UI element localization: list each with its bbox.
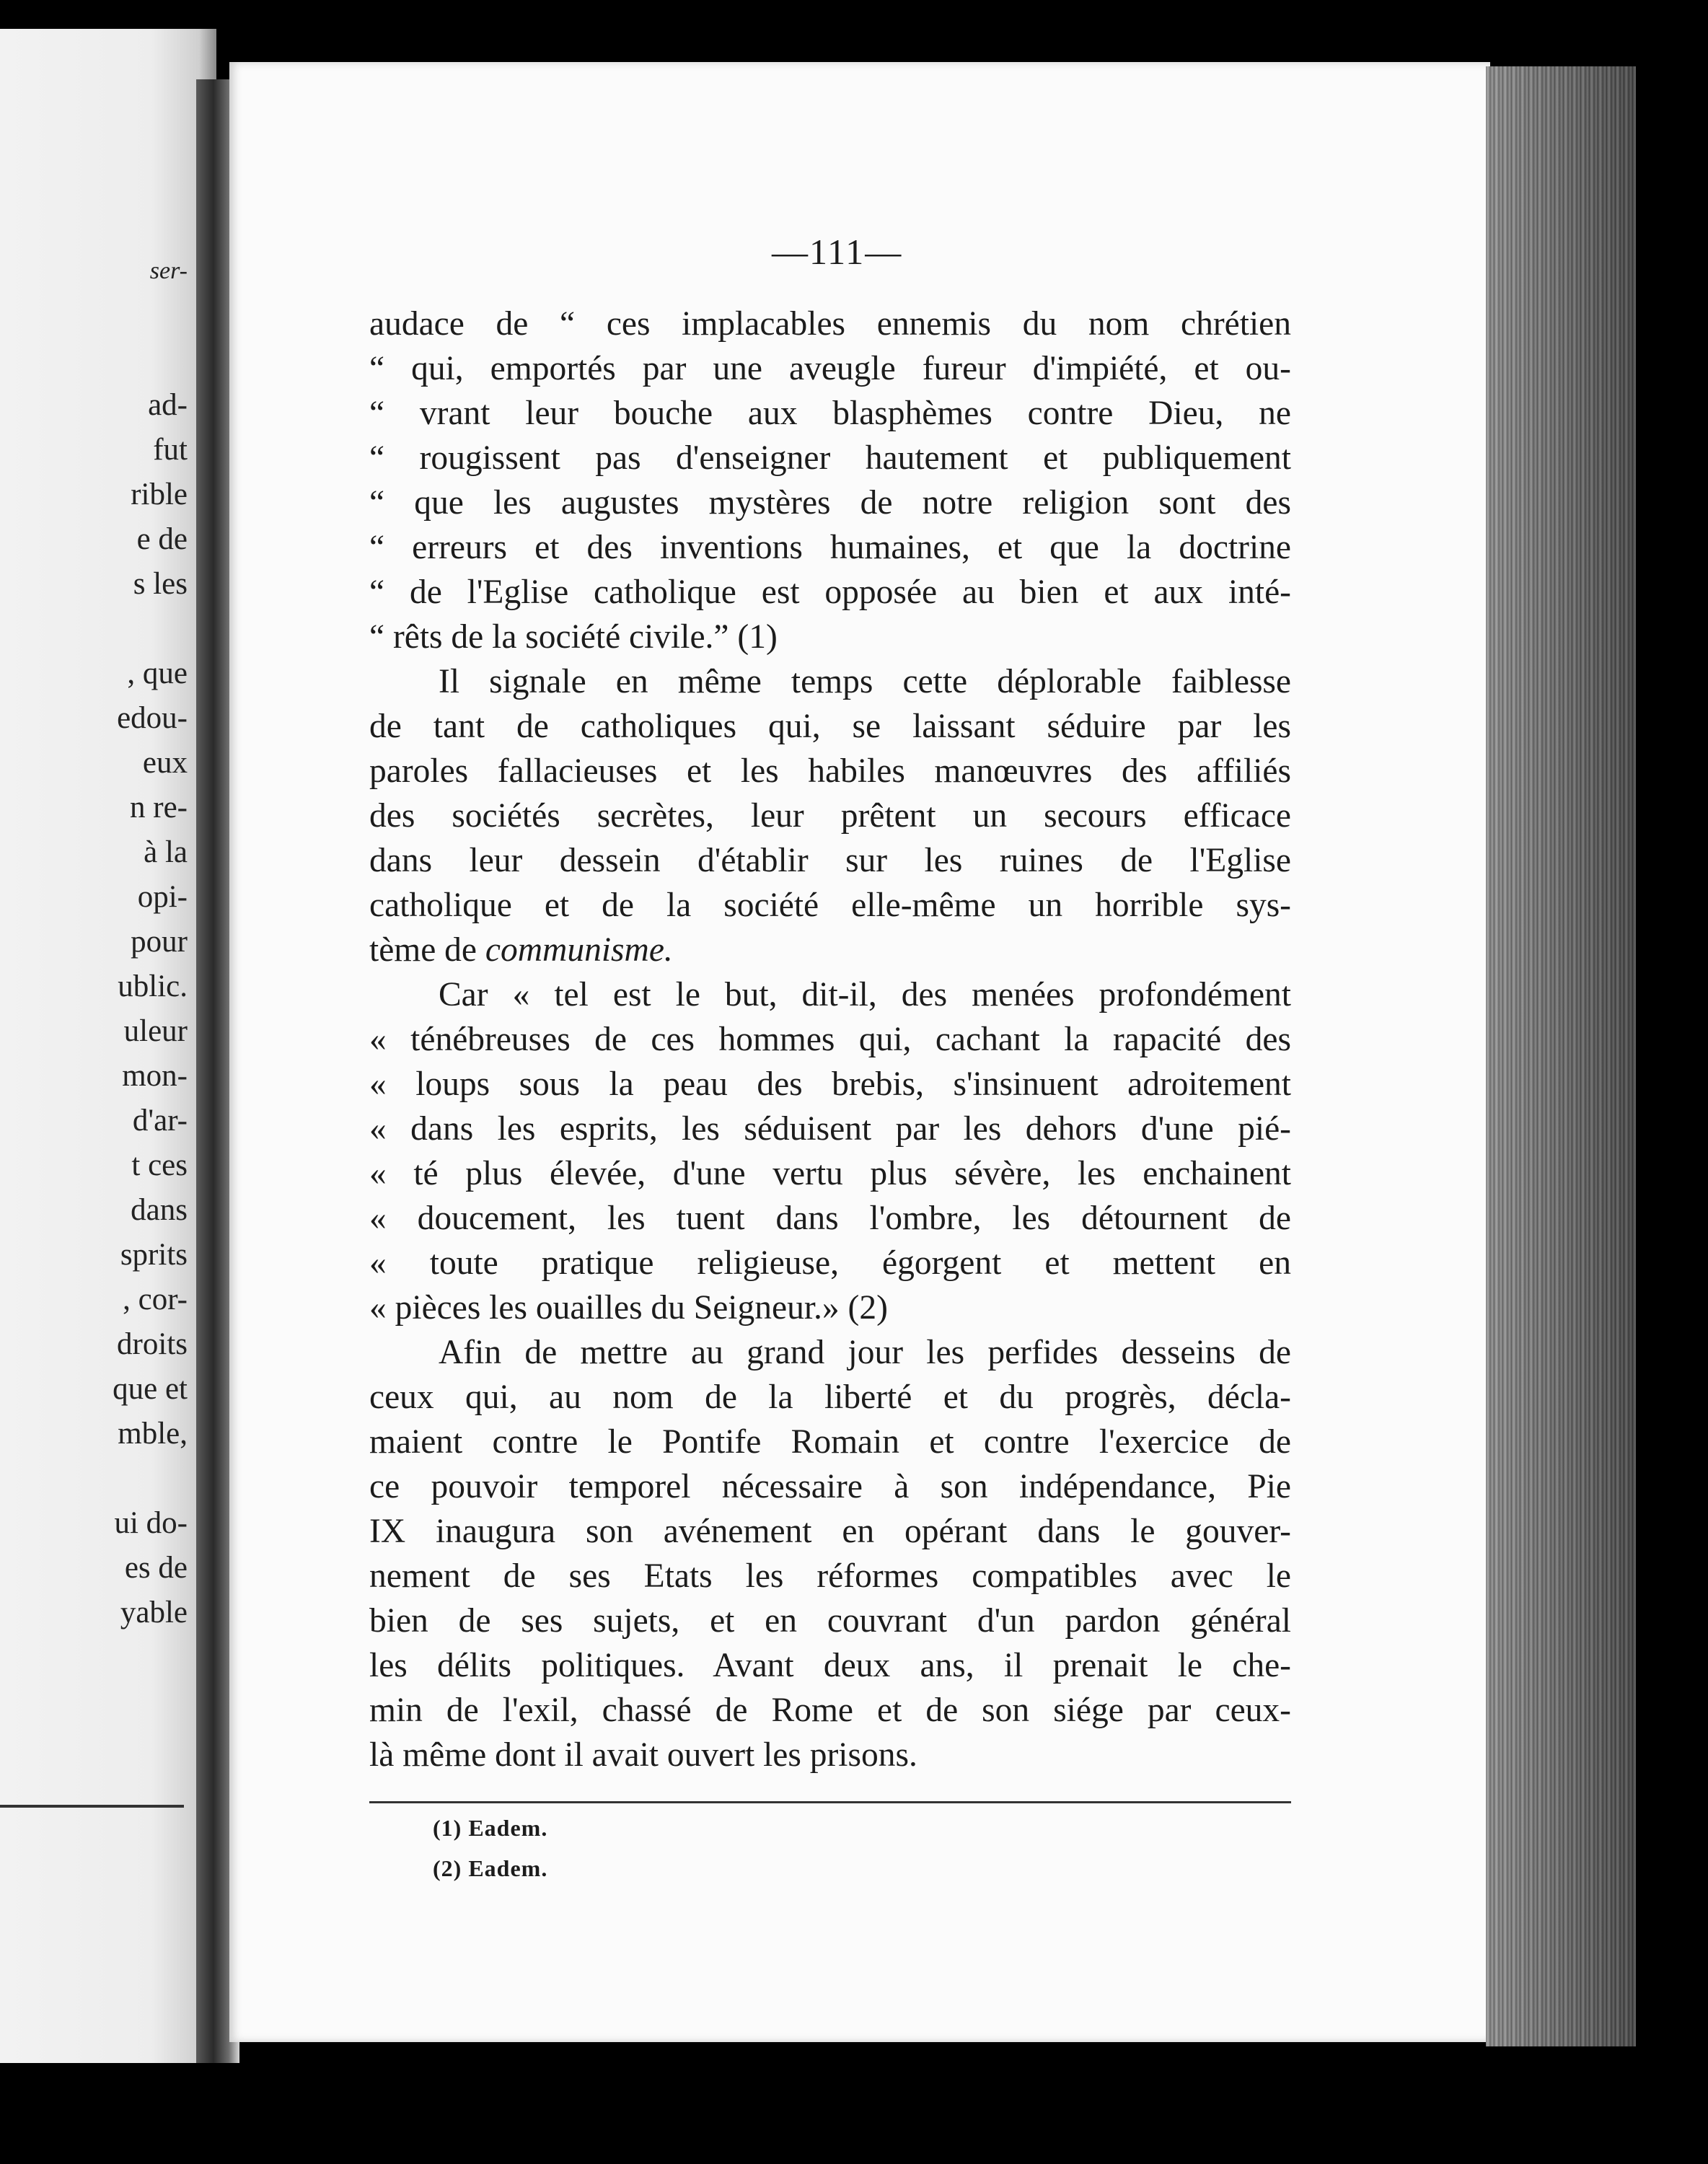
text-line: bien de ses sujets, et en couvrant d'un pardon général [369, 1602, 1291, 1640]
left-fragment [0, 1456, 188, 1501]
text-line: « loups sous la peau des brebis, s'insinuent adroitement [369, 1065, 1291, 1103]
page-block-shade [1486, 66, 1636, 2046]
left-fragment: ad- [148, 388, 188, 422]
left-fragment: t ces [131, 1148, 188, 1182]
left-fragment: eux [142, 746, 188, 780]
text-line: des sociétés secrètes, leur prêtent un secours efficace [369, 797, 1291, 835]
footnotes [433, 1808, 547, 1888]
paragraph-start-line: Il signale en même temps cette déplorable faiblesse [439, 663, 1291, 700]
text-line: paroles fallacieuses et les habiles manœuvres des affiliés [369, 752, 1291, 790]
left-fragment: dans [131, 1193, 188, 1227]
left-fragment: ui do- [114, 1506, 188, 1540]
left-fragment: droits [117, 1327, 188, 1361]
left-page-text-fragments [0, 249, 188, 1635]
left-fragment: rible [131, 478, 188, 511]
text-line: catholique et de la société elle-même un horrible sys- [369, 887, 1291, 924]
text-line: « toute pratique religieuse, égorgent et mettent en [369, 1244, 1291, 1282]
left-fragment: n re- [130, 791, 188, 824]
left-fragment: es de [124, 1551, 188, 1585]
text-line: “ rêts de la société civile.” (1) [369, 618, 778, 656]
text-line: audace de “ ces implacables ennemis du nom chrétien [369, 305, 1291, 343]
footnote-1: (1) Eadem. [433, 1815, 548, 1841]
text-line: dans leur dessein d'établir sur les ruines de l'Eglise [369, 842, 1291, 879]
page-number: —111— [772, 232, 903, 272]
text-line: de tant de catholiques qui, se laissant séduire par les [369, 708, 1291, 745]
text-line: min de l'exil, chassé de Rome et de son siége par ceux- [369, 1692, 1291, 1729]
film-border-top [0, 0, 1708, 43]
left-fragment: sprits [120, 1238, 188, 1272]
left-fragment: opi- [137, 880, 188, 914]
text-line: ceux qui, au nom de la liberté et du progrès, décla- [369, 1378, 1291, 1416]
left-fragment: mon- [122, 1059, 188, 1093]
left-fragment: ser- [149, 258, 188, 284]
left-fragment: , que [127, 656, 188, 690]
left-fragment: à la [144, 835, 188, 869]
text-line: “ qui, emportés par une aveugle fureur d'impiété, et ou- [369, 350, 1291, 387]
text-line: maient contre le Pontife Romain et contre l'exercice de [369, 1423, 1291, 1461]
left-page-footnote-rule [0, 1805, 184, 1808]
text-segment: tème de [369, 931, 477, 969]
left-fragment: yable [120, 1596, 188, 1629]
left-fragment: s les [133, 567, 188, 601]
left-fragment: , cor- [123, 1283, 188, 1316]
left-fragment: pour [131, 925, 188, 959]
left-fragment [0, 607, 188, 651]
paragraph-start-line: Afin de mettre au grand jour les perfides desseins de [439, 1334, 1291, 1371]
text-line: “ de l'Eglise catholique est opposée au bien et aux inté- [369, 573, 1291, 611]
left-fragment [0, 294, 188, 338]
text-line: nement de ses Etats les réformes compatibles avec le [369, 1557, 1291, 1595]
left-fragment: e de [136, 522, 188, 556]
text-line: « doucement, les tuent dans l'ombre, les détournent de [369, 1200, 1291, 1237]
film-border-bottom [0, 2063, 1708, 2164]
text-line: là même dont il avait ouvert les prisons. [369, 1736, 917, 1774]
left-fragment: ublic. [118, 969, 188, 1003]
text-line: « dans les esprits, les séduisent par les dehors d'une pié- [369, 1110, 1291, 1148]
text-line: IX inaugura son avénement en opérant dans le gouver- [369, 1513, 1291, 1550]
body-text [369, 302, 1291, 1777]
left-fragment: mble, [118, 1417, 188, 1451]
text-line: “ vrant leur bouche aux blasphèmes contre Dieu, ne [369, 395, 1291, 432]
text-line: « té plus élevée, d'une vertu plus sévère, les enchainent [369, 1155, 1291, 1192]
text-line: ce pouvoir temporel nécessaire à son indépendance, Pie [369, 1468, 1291, 1505]
text-line: “ erreurs et des inventions humaines, et que la doctrine [369, 529, 1291, 566]
left-fragment: edou- [117, 701, 188, 735]
text-line: « pièces les ouailles du Seigneur.» (2) [369, 1289, 888, 1327]
left-fragment: fut [153, 433, 188, 467]
paragraph-start-line: Car « tel est le but, dit-il, des menées profondément [439, 976, 1291, 1013]
left-fragment: d'ar- [132, 1104, 188, 1138]
text-line: les délits politiques. Avant deux ans, il prenait le che- [369, 1647, 1291, 1684]
text-line: “ rougissent pas d'enseigner hautement et publiquement [369, 439, 1291, 477]
left-fragment [0, 338, 188, 383]
left-fragment: uleur [123, 1014, 188, 1048]
text-line: « ténébreuses de ces hommes qui, cachant la rapacité des [369, 1021, 1291, 1058]
left-page-edge [0, 29, 216, 2074]
footnote-rule [369, 1801, 1291, 1803]
left-fragment: que et [113, 1372, 188, 1406]
footnote-2: (2) Eadem. [433, 1855, 548, 1881]
text-line-with-italic [369, 928, 1291, 972]
text-line: “ que les augustes mystères de notre religion sont des [369, 484, 1291, 522]
italic-word: communisme. [485, 931, 673, 969]
